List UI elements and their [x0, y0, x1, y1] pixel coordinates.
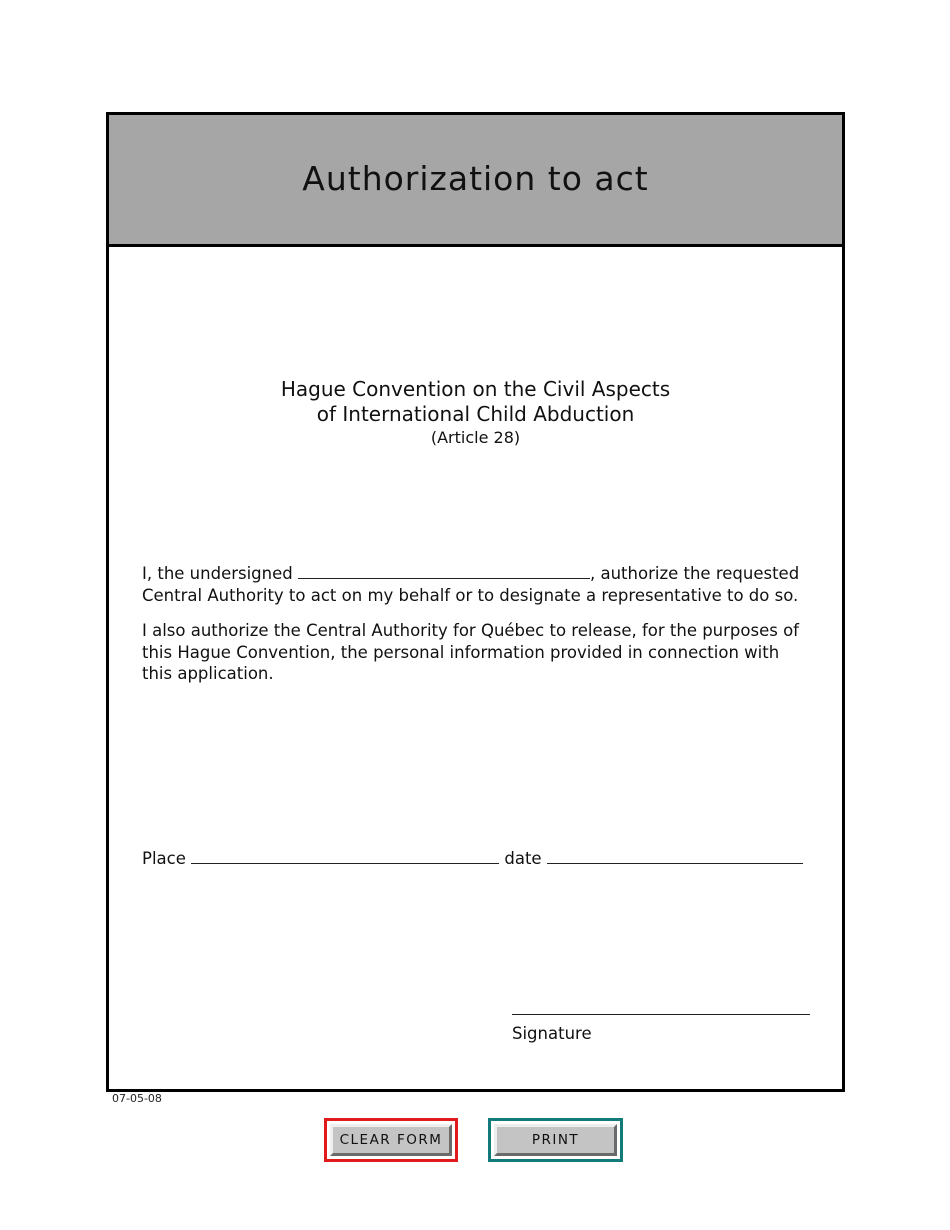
undersigned-name-field[interactable]	[298, 564, 590, 579]
article-reference: (Article 28)	[430, 428, 521, 447]
clear-form-button-frame	[324, 1118, 458, 1162]
form-title: Authorization to act	[302, 159, 649, 198]
authorization-form	[106, 112, 845, 1092]
place-field[interactable]	[191, 849, 499, 864]
form-code: 07-05-08	[112, 1092, 162, 1105]
para1-start: I, the undersigned	[142, 564, 298, 583]
convention-title-line1: Hague Convention on the Civil Aspects	[280, 377, 671, 401]
place-date-row	[142, 848, 803, 870]
date-label: date	[499, 849, 547, 868]
authorization-paragraph-1	[142, 563, 814, 606]
authorization-text	[142, 563, 814, 699]
print-button[interactable]: PRINT	[494, 1124, 617, 1156]
form-header	[109, 115, 842, 247]
para1-end: , authorize the requested Central Authority to act on my behalf or to designate a representative to do so.	[142, 564, 800, 605]
print-button-frame	[488, 1118, 623, 1162]
signature-field[interactable]	[512, 1000, 810, 1015]
signature-block	[512, 999, 810, 1045]
convention-title-line2: of International Child Abduction	[316, 402, 635, 426]
place-label: Place	[142, 849, 192, 868]
signature-label: Signature	[512, 1024, 592, 1043]
convention-heading	[109, 377, 842, 449]
authorization-paragraph-2: I also authorize the Central Authority for Québec to release, for the purposes of this Hague Convention, the personal information provided in connection with this application.	[142, 621, 799, 683]
clear-form-button[interactable]: CLEAR FORM	[330, 1124, 452, 1156]
date-field[interactable]	[547, 849, 803, 864]
